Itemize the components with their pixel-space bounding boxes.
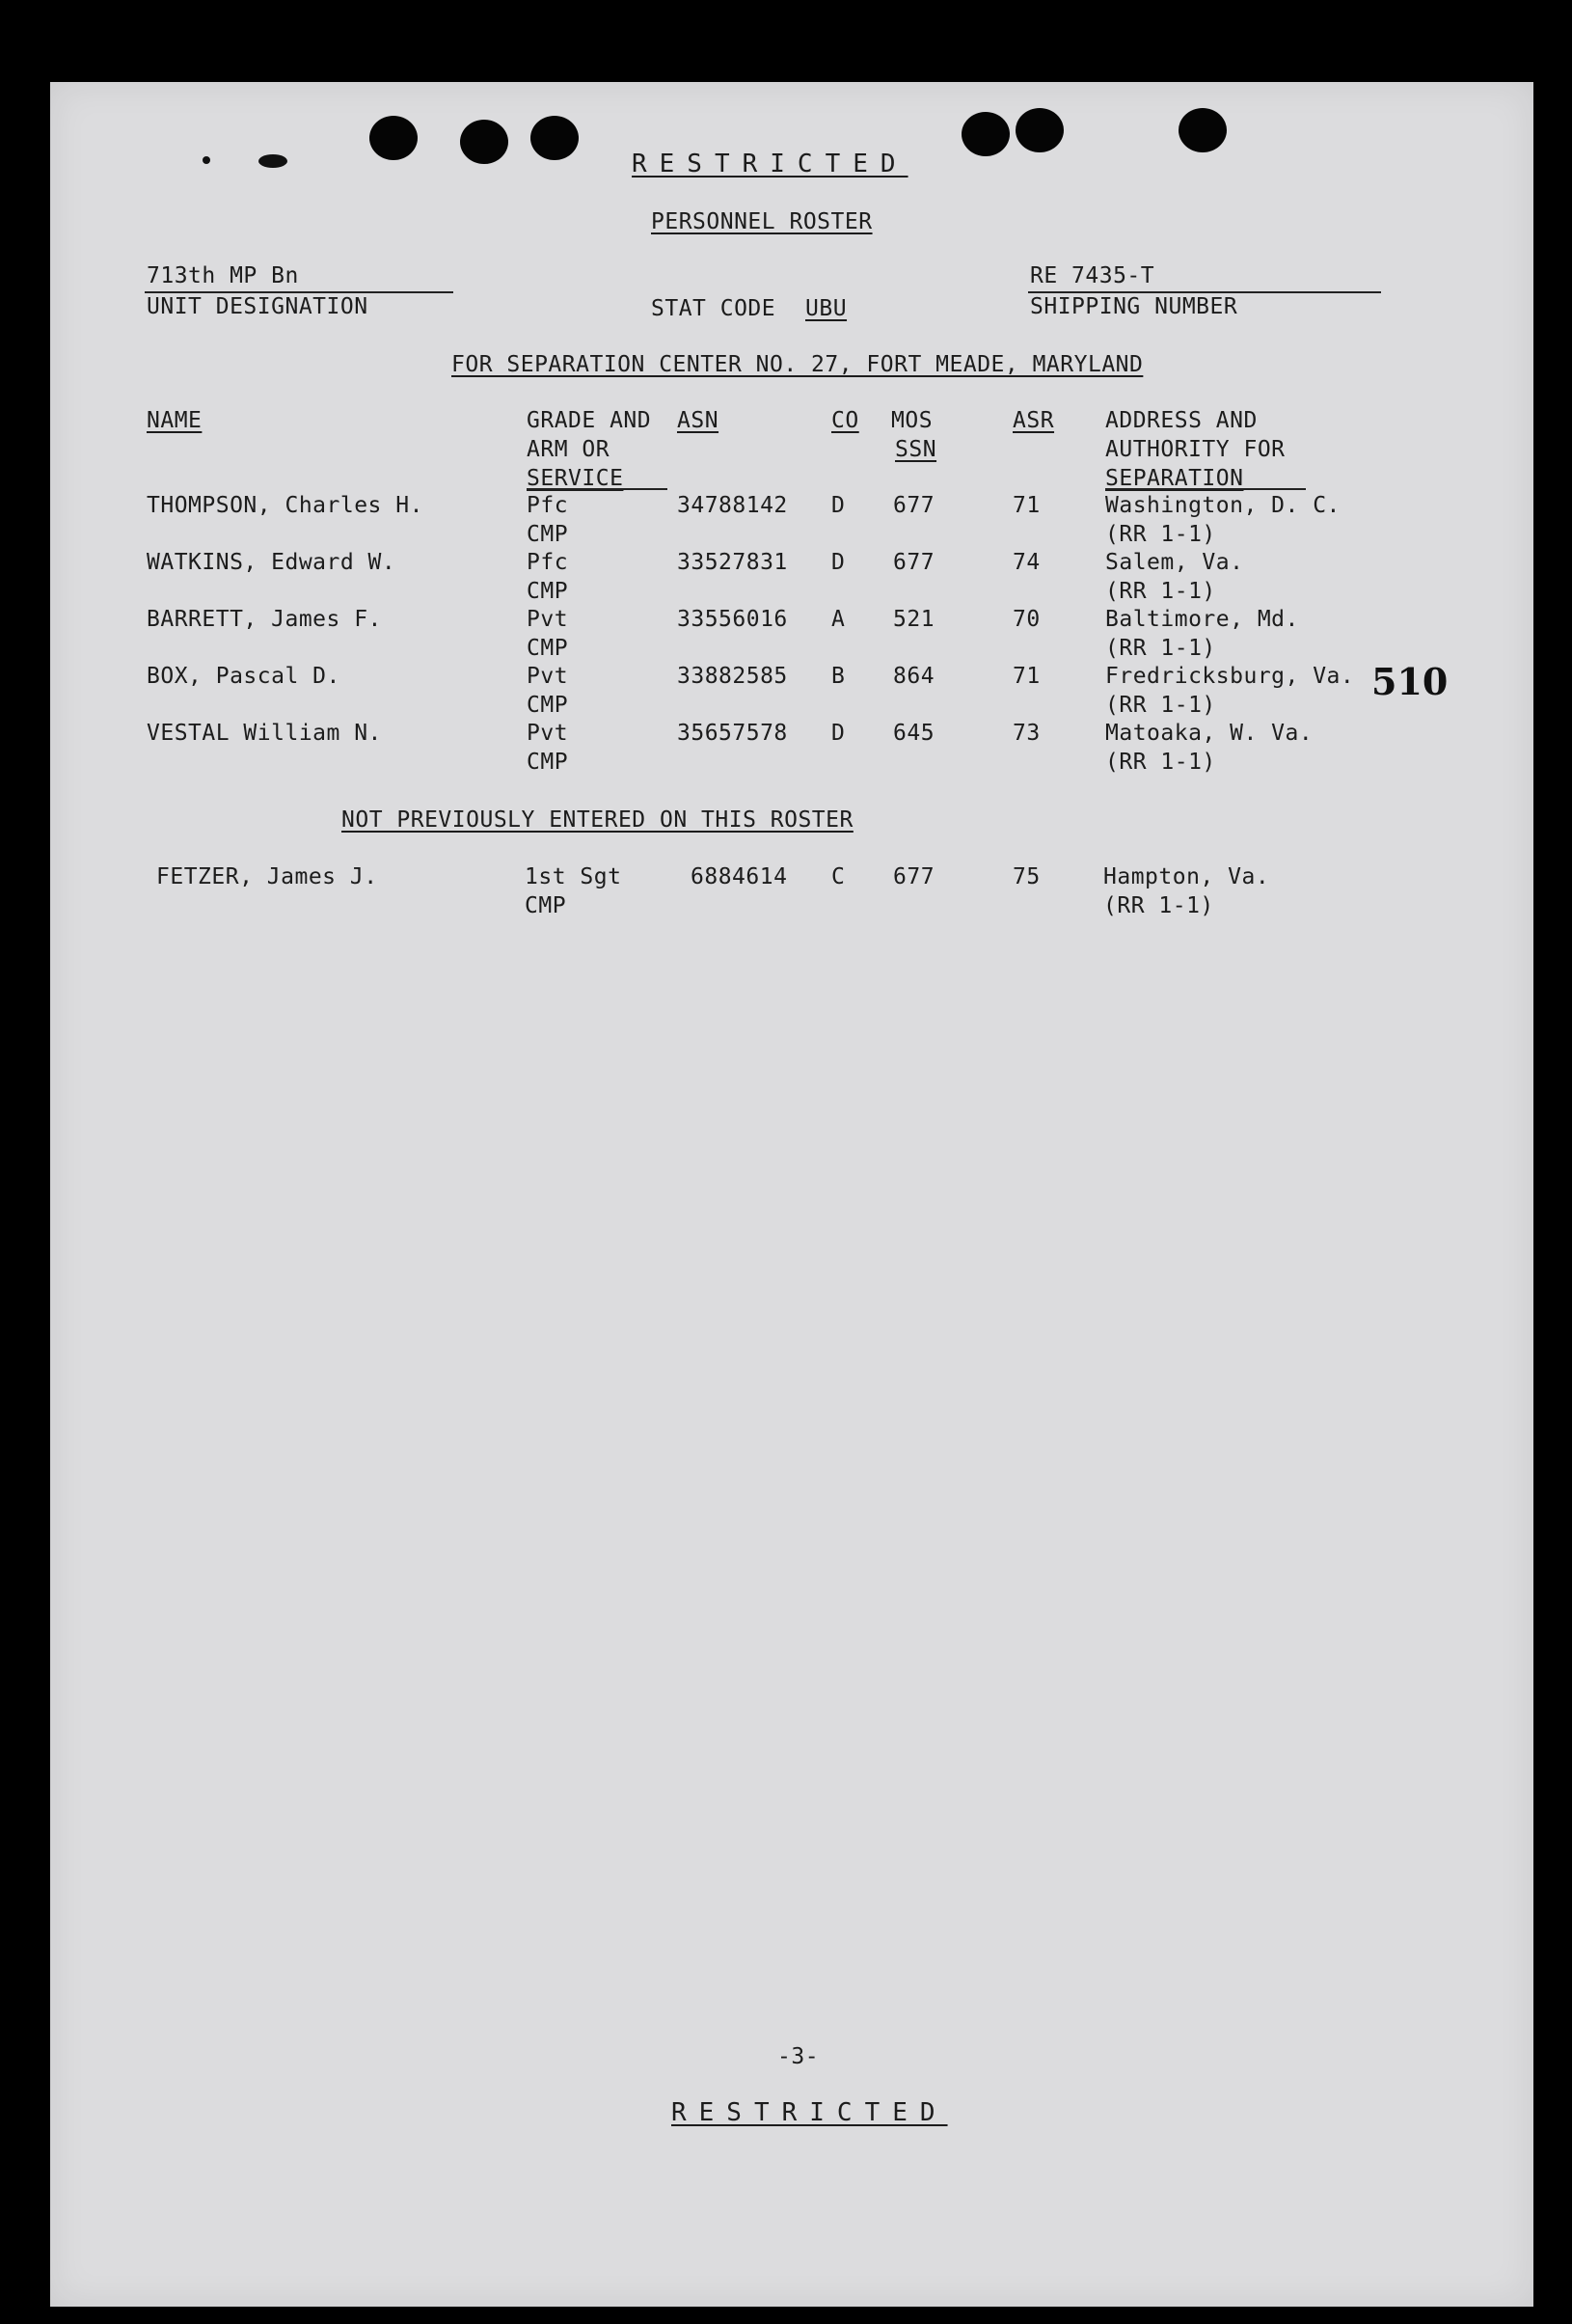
row-asn: 33556016	[677, 607, 788, 632]
row-grade: Pfc	[527, 550, 569, 575]
row-grade: 1st Sgt	[525, 864, 622, 889]
col-mos-header-1: MOS	[891, 408, 934, 433]
col-address-header-1: ADDRESS AND	[1105, 408, 1258, 433]
row-grade: Pvt	[527, 664, 569, 689]
destination-line: FOR SEPARATION CENTER NO. 27, FORT MEADE, MARYLAND	[451, 352, 1144, 377]
punch-hole	[1016, 108, 1064, 152]
row-mos: 677	[893, 550, 935, 575]
document-title: PERSONNEL ROSTER	[651, 209, 873, 234]
row-co: A	[831, 607, 846, 632]
stat-code-value: UBU	[805, 296, 848, 321]
col-name-header: NAME	[147, 408, 203, 433]
row-address: Baltimore, Md.	[1105, 607, 1299, 632]
punch-hole	[1179, 108, 1227, 152]
row-authority: (RR 1-1)	[1105, 750, 1216, 775]
row-authority: (RR 1-1)	[1105, 693, 1216, 718]
punch-hole	[369, 116, 418, 160]
classification-top: RESTRICTED	[632, 150, 908, 178]
row-asn: 33527831	[677, 550, 788, 575]
row-authority: (RR 1-1)	[1105, 636, 1216, 661]
document-page	[50, 82, 1533, 2307]
row-asn: 34788142	[677, 493, 788, 518]
col-address-underline	[1105, 488, 1306, 490]
row-address: Hampton, Va.	[1103, 864, 1270, 889]
ink-speck	[258, 154, 287, 168]
unit-designation-label: UNIT DESIGNATION	[147, 294, 368, 319]
row-mos: 864	[893, 664, 935, 689]
col-grade-underline	[527, 488, 667, 490]
row-co: C	[831, 864, 846, 889]
row-asn: 33882585	[677, 664, 788, 689]
shipping-number-value: RE 7435-T	[1030, 263, 1155, 288]
row-arm: CMP	[527, 579, 569, 604]
ink-speck	[203, 156, 210, 164]
row-arm: CMP	[525, 893, 567, 918]
row-grade: Pfc	[527, 493, 569, 518]
row-asr: 75	[1013, 864, 1041, 889]
col-mos-header-2: SSN	[895, 437, 937, 462]
row-address: Matoaka, W. Va.	[1105, 721, 1314, 746]
row-asn: 35657578	[677, 721, 788, 746]
row-name: WATKINS, Edward W.	[147, 550, 396, 575]
row-asr: 71	[1013, 493, 1041, 518]
row-arm: CMP	[527, 522, 569, 547]
stat-code-label: STAT CODE	[651, 296, 776, 321]
row-grade: Pvt	[527, 607, 569, 632]
row-arm: CMP	[527, 750, 569, 775]
row-name: FETZER, James J.	[156, 864, 378, 889]
col-co-header: CO	[831, 408, 859, 433]
row-authority: (RR 1-1)	[1105, 579, 1216, 604]
row-asr: 71	[1013, 664, 1041, 689]
page-number: -3-	[777, 2044, 820, 2069]
row-asr: 74	[1013, 550, 1041, 575]
col-asn-header: ASN	[677, 408, 719, 433]
row-mos: 677	[893, 864, 935, 889]
col-address-header-2: AUTHORITY FOR	[1105, 437, 1286, 462]
row-co: B	[831, 664, 846, 689]
classification-bottom: RESTRICTED	[671, 2098, 948, 2127]
row-arm: CMP	[527, 636, 569, 661]
punch-hole	[460, 120, 508, 164]
col-asr-header: ASR	[1013, 408, 1055, 433]
row-mos: 677	[893, 493, 935, 518]
row-co: D	[831, 550, 846, 575]
row-asn: 6884614	[691, 864, 788, 889]
row-mos: 645	[893, 721, 935, 746]
col-grade-header-2: ARM OR	[527, 437, 610, 462]
row-address: Salem, Va.	[1105, 550, 1244, 575]
punch-hole	[530, 116, 579, 160]
shipping-number-label: SHIPPING NUMBER	[1030, 294, 1238, 319]
stamp-number: 510	[1371, 660, 1449, 703]
row-grade: Pvt	[527, 721, 569, 746]
row-asr: 73	[1013, 721, 1041, 746]
row-authority: (RR 1-1)	[1105, 522, 1216, 547]
col-address-header-3: SEPARATION	[1105, 466, 1244, 491]
row-name: BARRETT, James F.	[147, 607, 382, 632]
row-mos: 521	[893, 607, 935, 632]
row-address: Washington, D. C.	[1105, 493, 1341, 518]
row-asr: 70	[1013, 607, 1041, 632]
punch-hole	[962, 112, 1010, 156]
col-grade-header-1: GRADE AND	[527, 408, 652, 433]
row-name: VESTAL William N.	[147, 721, 382, 746]
row-co: D	[831, 721, 846, 746]
row-name: THOMPSON, Charles H.	[147, 493, 423, 518]
row-co: D	[831, 493, 846, 518]
section-note: NOT PREVIOUSLY ENTERED ON THIS ROSTER	[341, 807, 854, 833]
row-name: BOX, Pascal D.	[147, 664, 340, 689]
row-arm: CMP	[527, 693, 569, 718]
row-authority: (RR 1-1)	[1103, 893, 1214, 918]
row-address: Fredricksburg, Va.	[1105, 664, 1355, 689]
unit-designation-value: 713th MP Bn	[147, 263, 299, 288]
col-grade-header-3: SERVICE	[527, 466, 624, 491]
